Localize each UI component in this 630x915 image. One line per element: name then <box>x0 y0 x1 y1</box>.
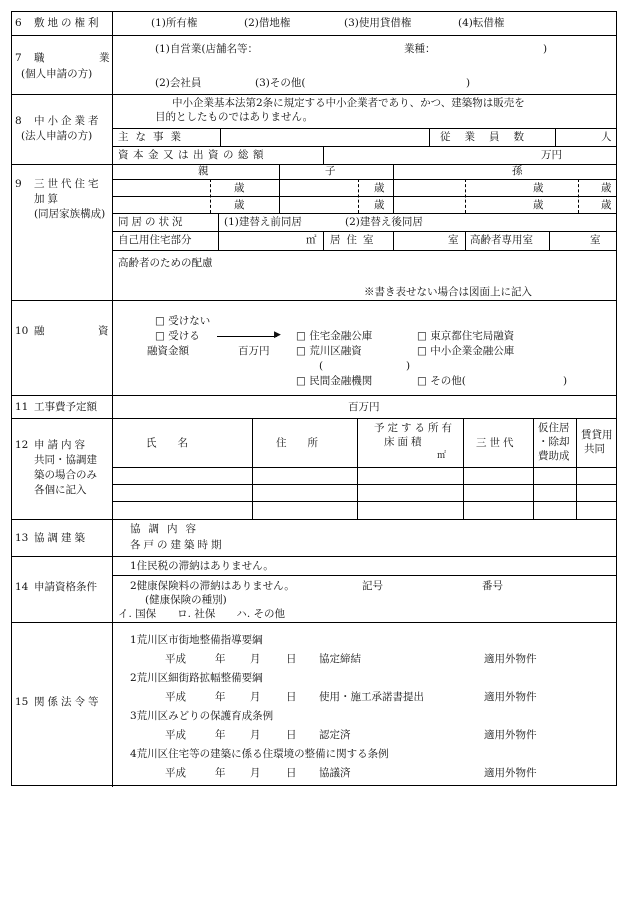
regulation-name: 4荒川区住宅等の建築に係る住環境の整備に関する条例 <box>130 748 389 760</box>
section-10-label <box>12 301 113 395</box>
col-address: 住 所 <box>276 437 318 449</box>
col-temp-housing-3: 費助成 <box>538 450 570 462</box>
employees-label: 従業員数 <box>440 131 538 143</box>
checkbox-tokyo-loan[interactable]: □ 東京都住宅局融資 <box>417 330 515 342</box>
section-number: 7 <box>15 52 22 64</box>
section-15-label <box>12 623 113 787</box>
checkbox-other[interactable]: □ その他( <box>417 375 466 387</box>
section-title: 協調建築 <box>34 532 88 544</box>
col-temp-housing: 仮住居 <box>538 422 570 434</box>
regulation-name: 2荒川区細街路拡幅整備要綱 <box>130 672 263 684</box>
checkbox-private-bank[interactable]: □ 民間金融機関 <box>296 375 373 387</box>
checkbox-housing-loan-corp[interactable]: □ 住宅金融公庫 <box>296 330 373 342</box>
col-floor-area: 予定する所有 <box>374 422 455 434</box>
month-label: 月 <box>250 729 261 741</box>
section-7 <box>12 36 616 95</box>
option-before-rebuild[interactable]: (1)建替え前同居 <box>224 216 302 228</box>
section-14 <box>12 557 616 623</box>
col-rental: 賃貸用 <box>581 429 613 441</box>
option-ownership[interactable]: (1)所有権 <box>151 17 198 29</box>
age-unit: 歳 <box>601 182 612 194</box>
note-drawing: ※書き表せない場合は図面上に記入 <box>364 286 532 298</box>
section-number: 10 <box>15 325 29 337</box>
col-name: 氏 名 <box>146 437 188 449</box>
day-label: 日 <box>286 653 297 665</box>
main-business-label: 主な事業 <box>118 131 188 143</box>
age-unit: 歳 <box>234 182 245 194</box>
col-floor-area-2: 床面積 <box>384 436 425 448</box>
section-number: 12 <box>15 439 29 451</box>
section-number: 8 <box>15 115 22 127</box>
unit-sqm: ㎡ <box>306 234 317 246</box>
paren-close: ) <box>563 375 568 387</box>
health-insurance-statement: 2健康保険料の滞納はありません。 <box>130 580 295 592</box>
paren-close: ) <box>543 43 548 55</box>
capital-label: 資本金又は出資の総額 <box>118 149 268 161</box>
year-label: 年 <box>215 691 226 703</box>
col-three-generation: 三世代 <box>476 437 517 449</box>
living-room-label: 居住室 <box>330 234 380 246</box>
elderly-care-label: 高齢者のための配慮 <box>118 257 213 269</box>
section-title: 融 <box>34 325 45 337</box>
unit-person: 人 <box>601 131 612 143</box>
year-label: 年 <box>215 729 226 741</box>
section-title-line2: 加算 <box>34 193 61 205</box>
day-label: 日 <box>286 767 297 779</box>
col-parent: 親 <box>198 165 209 177</box>
unit-room: 室 <box>448 234 459 246</box>
section-number: 6 <box>15 17 22 29</box>
section-title-line2: 共同・協調建 <box>34 454 97 466</box>
section-10 <box>12 301 616 396</box>
section-15 <box>12 623 616 787</box>
month-label: 月 <box>250 691 261 703</box>
not-applicable-label[interactable]: 適用外物件 <box>484 729 537 741</box>
age-unit: 歳 <box>374 199 385 211</box>
age-unit: 歳 <box>234 199 245 211</box>
insurance-type-options[interactable]: イ. 国保 ロ. 社保 ハ. その他 <box>118 608 286 620</box>
elderly-room-label: 高齢者専用室 <box>470 234 533 246</box>
day-label: 日 <box>286 691 297 703</box>
section-title-end: 業 <box>99 52 110 64</box>
section-title-line4: 各個に記入 <box>34 484 87 496</box>
section-8 <box>12 95 616 165</box>
section-11 <box>12 396 616 419</box>
not-applicable-label[interactable]: 適用外物件 <box>484 767 537 779</box>
not-applicable-label[interactable]: 適用外物件 <box>484 691 537 703</box>
unit-million-yen: 百万円 <box>238 345 270 357</box>
option-employee[interactable]: (2)会社員 <box>155 77 202 89</box>
section-7-label <box>12 36 113 94</box>
section-12 <box>12 419 616 520</box>
regulation-status: 協定締結 <box>319 653 361 665</box>
section-11-label <box>12 396 113 418</box>
age-unit: 歳 <box>601 199 612 211</box>
section-title: 中小企業者 <box>34 115 102 127</box>
section-title-end: 資 <box>98 325 109 337</box>
paren-close: ) <box>406 360 411 372</box>
resident-tax-statement: 1住民税の滞納はありません。 <box>130 560 274 572</box>
construction-timing-label: 各戸の建築時期 <box>130 539 225 551</box>
regulation-status: 協議済 <box>319 767 351 779</box>
section-8-label <box>12 95 113 164</box>
unit-room: 室 <box>590 234 601 246</box>
section-13-label <box>12 520 113 556</box>
not-applicable-label[interactable]: 適用外物件 <box>484 653 537 665</box>
year-label: 年 <box>215 767 226 779</box>
regulation-status: 認定済 <box>319 729 351 741</box>
section-title: 関係法令等 <box>34 696 102 708</box>
section-subtitle: (法人申請の方) <box>21 130 93 142</box>
col-grandchild: 孫 <box>512 165 523 177</box>
unit-10k-yen: 万円 <box>541 149 562 161</box>
month-label: 月 <box>250 653 261 665</box>
section-9 <box>12 165 616 301</box>
section-number: 11 <box>15 401 29 413</box>
section-title: 申請内容 <box>34 439 88 451</box>
era-label: 平成 <box>165 691 186 703</box>
section-subtitle: (同居家族構成) <box>34 208 106 220</box>
option-other[interactable]: (3)その他( <box>255 77 306 89</box>
business-type-label[interactable]: 業種： <box>404 43 436 55</box>
application-form <box>11 11 617 786</box>
col-temp-housing-2: ・除却 <box>538 436 570 448</box>
section-title: 敷地の権利 <box>34 17 102 29</box>
loan-amount-label: 融資金額 <box>147 345 189 357</box>
section-title: 工事費予定額 <box>34 401 97 413</box>
unit-million-yen: 百万円 <box>348 401 380 413</box>
section-6-label <box>12 12 113 35</box>
regulation-name: 3荒川区みどりの保護育成条例 <box>130 710 274 722</box>
col-child: 子 <box>325 165 336 177</box>
age-unit: 歳 <box>533 182 544 194</box>
section-number: 14 <box>15 581 29 593</box>
section-title-line3: 築の場合のみ <box>34 469 97 481</box>
month-label: 月 <box>250 767 261 779</box>
section-9-label <box>12 165 113 300</box>
day-label: 日 <box>286 729 297 741</box>
arrow-right-icon: ▶ <box>274 330 281 340</box>
checkbox-sme-finance[interactable]: □ 中小企業金融公庫 <box>417 345 515 357</box>
coordination-content-label: 協調内容 <box>130 523 204 535</box>
insurance-number-label: 番号 <box>482 580 503 592</box>
insurance-type-label: (健康保険の種別) <box>145 594 227 606</box>
section-number: 15 <box>15 696 29 708</box>
section-title: 申請資格条件 <box>34 581 97 593</box>
section-number: 13 <box>15 532 29 544</box>
option-self-employed[interactable]: (1)自営業(店舗名等： <box>155 43 258 55</box>
cohabitation-label: 同居の状況 <box>118 216 186 228</box>
section-subtitle: (個人申請の方) <box>21 68 93 80</box>
era-label: 平成 <box>165 653 186 665</box>
year-label: 年 <box>215 653 226 665</box>
sme-declaration-line1: 中小企業基本法第2条に規定する中小企業者であり、かつ、建築物は販売を <box>172 97 525 109</box>
era-label: 平成 <box>165 729 186 741</box>
option-sublease[interactable]: (4)転借権 <box>458 17 505 29</box>
section-6 <box>12 12 616 36</box>
regulation-status: 使用・施工承諾書提出 <box>319 691 424 703</box>
option-loan-use[interactable]: (3)使用貸借権 <box>344 17 412 29</box>
section-14-label <box>12 557 113 622</box>
option-leasehold[interactable]: (2)借地権 <box>244 17 291 29</box>
section-title: 職 <box>34 52 45 64</box>
checkbox-loan[interactable]: □ 受ける <box>155 330 200 342</box>
age-unit: 歳 <box>374 182 385 194</box>
checkbox-no-loan[interactable]: □ 受けない <box>155 315 211 327</box>
checkbox-arakawa-loan[interactable]: □ 荒川区融資 <box>296 345 362 357</box>
section-title: 三世代住宅 <box>34 178 102 190</box>
section-number: 9 <box>15 178 22 190</box>
regulation-name: 1荒川区市街地整備指導要綱 <box>130 634 263 646</box>
unit-sqm: ㎡ <box>437 451 447 461</box>
age-unit: 歳 <box>533 199 544 211</box>
col-rental-2: 共同 <box>584 443 605 455</box>
paren-close: ) <box>466 77 471 89</box>
sme-declaration-line2: 目的としたものではありません。 <box>155 111 314 123</box>
self-use-area-label: 自己用住宅部分 <box>118 234 192 246</box>
era-label: 平成 <box>165 767 186 779</box>
section-13 <box>12 520 616 557</box>
option-after-rebuild[interactable]: (2)建替え後同居 <box>345 216 423 228</box>
paren-open: ( <box>319 360 324 372</box>
section-12-label <box>12 419 113 519</box>
insurance-symbol-label: 記号 <box>362 580 383 592</box>
